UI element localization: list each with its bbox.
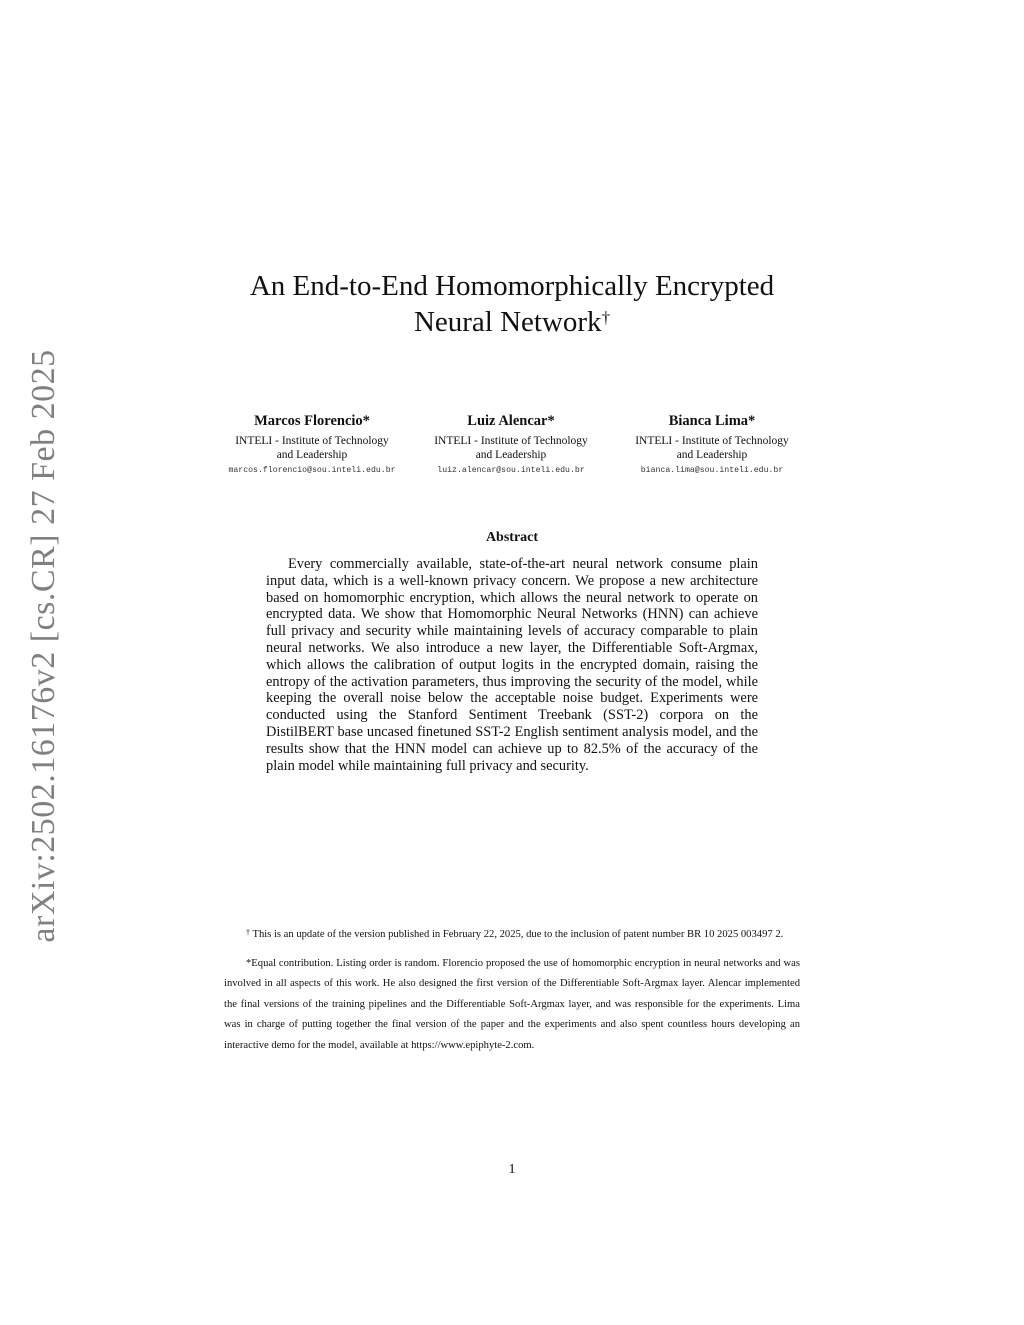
title-dagger-mark: † xyxy=(601,308,611,327)
page-number: 1 xyxy=(508,1162,516,1177)
footnote-patent-text: This is an update of the version published in February 22, 2025, due to the inclusion of patent number BR 10 2025 003497 2. xyxy=(252,929,784,940)
author-affiliation xyxy=(197,435,427,462)
footnotes xyxy=(224,925,800,1056)
author-name: Marcos Florencio* xyxy=(254,413,370,429)
abstract-heading: Abstract xyxy=(485,530,539,545)
author-affiliation xyxy=(597,435,827,462)
affiliation-line: and Leadership xyxy=(276,448,348,461)
author-name: Bianca Lima* xyxy=(668,413,756,429)
author-affiliation xyxy=(396,435,626,462)
title-line-1: An End-to-End Homomorphically Encrypted xyxy=(249,270,775,302)
author-block xyxy=(197,412,427,477)
abstract-text: Every commercially available, state-of-the-art neural network consume plain input data, which is a well-known privacy concern. We propose a new architecture based on homomorphic encryption, which allows the neural network to operate on encrypted data. We show that Homomorphic Neural Networks (HNN) can achieve full privacy and security while maintaining levels of accuracy comparable to plain neural networks. We also introduce a new layer, the Differentiable Soft-Argmax, which allows the calibration of output logits in the encrypted domain, raising the entropy of the activation parameters, thus improving the security of the model, while keeping the overall noise below the acceptable noise budget. Experiments were conducted using the Stanford Sentiment Treebank (SST-2) corpora on the DistilBERT base uncased finetuned SST-2 English sentiment analysis model, and the results show that the HNN model can achieve up to 82.5% of the accuracy of the plain model while maintaining full privacy and security. xyxy=(266,556,758,774)
author-name: Luiz Alencar* xyxy=(467,413,555,429)
affiliation-line: and Leadership xyxy=(475,448,547,461)
affiliation-line: INTELI - Institute of Technology xyxy=(635,435,789,447)
paper-title xyxy=(0,268,1024,340)
author-block xyxy=(597,412,827,477)
title-line-2: Neural Network xyxy=(413,306,602,338)
affiliation-line: INTELI - Institute of Technology xyxy=(434,435,588,447)
footnote-equal-contribution: *Equal contribution. Listing order is random. Florencio proposed the use of homomorphic encryption in neural networks and was involved in all aspects of this work. He also designed the first version of the Differentiable Soft-Argmax layer. Alencar implemented the final versions of the training pipelines and the Differentiable Soft-Argmax layer, and was responsible for the experiments. Lima was in charge of putting together the final version of the paper and the experiments and also spent countless hours developing an interactive demo for the model, available at https://www.epiphyte-2.com. xyxy=(224,957,800,1051)
author-email: bianca.lima@sou.inteli.edu.br xyxy=(640,466,784,475)
arxiv-identifier-stamp: arXiv:2502.16176v2 [cs.CR] 27 Feb 2025 xyxy=(25,349,62,943)
affiliation-line: and Leadership xyxy=(676,448,748,461)
footnote-dagger-mark: † xyxy=(246,928,250,937)
affiliation-line: INTELI - Institute of Technology xyxy=(235,435,389,447)
author-email: luiz.alencar@sou.inteli.edu.br xyxy=(437,466,585,475)
footnote-patent xyxy=(224,925,800,946)
author-block xyxy=(396,412,626,477)
author-email: marcos.florencio@sou.inteli.edu.br xyxy=(228,466,396,475)
